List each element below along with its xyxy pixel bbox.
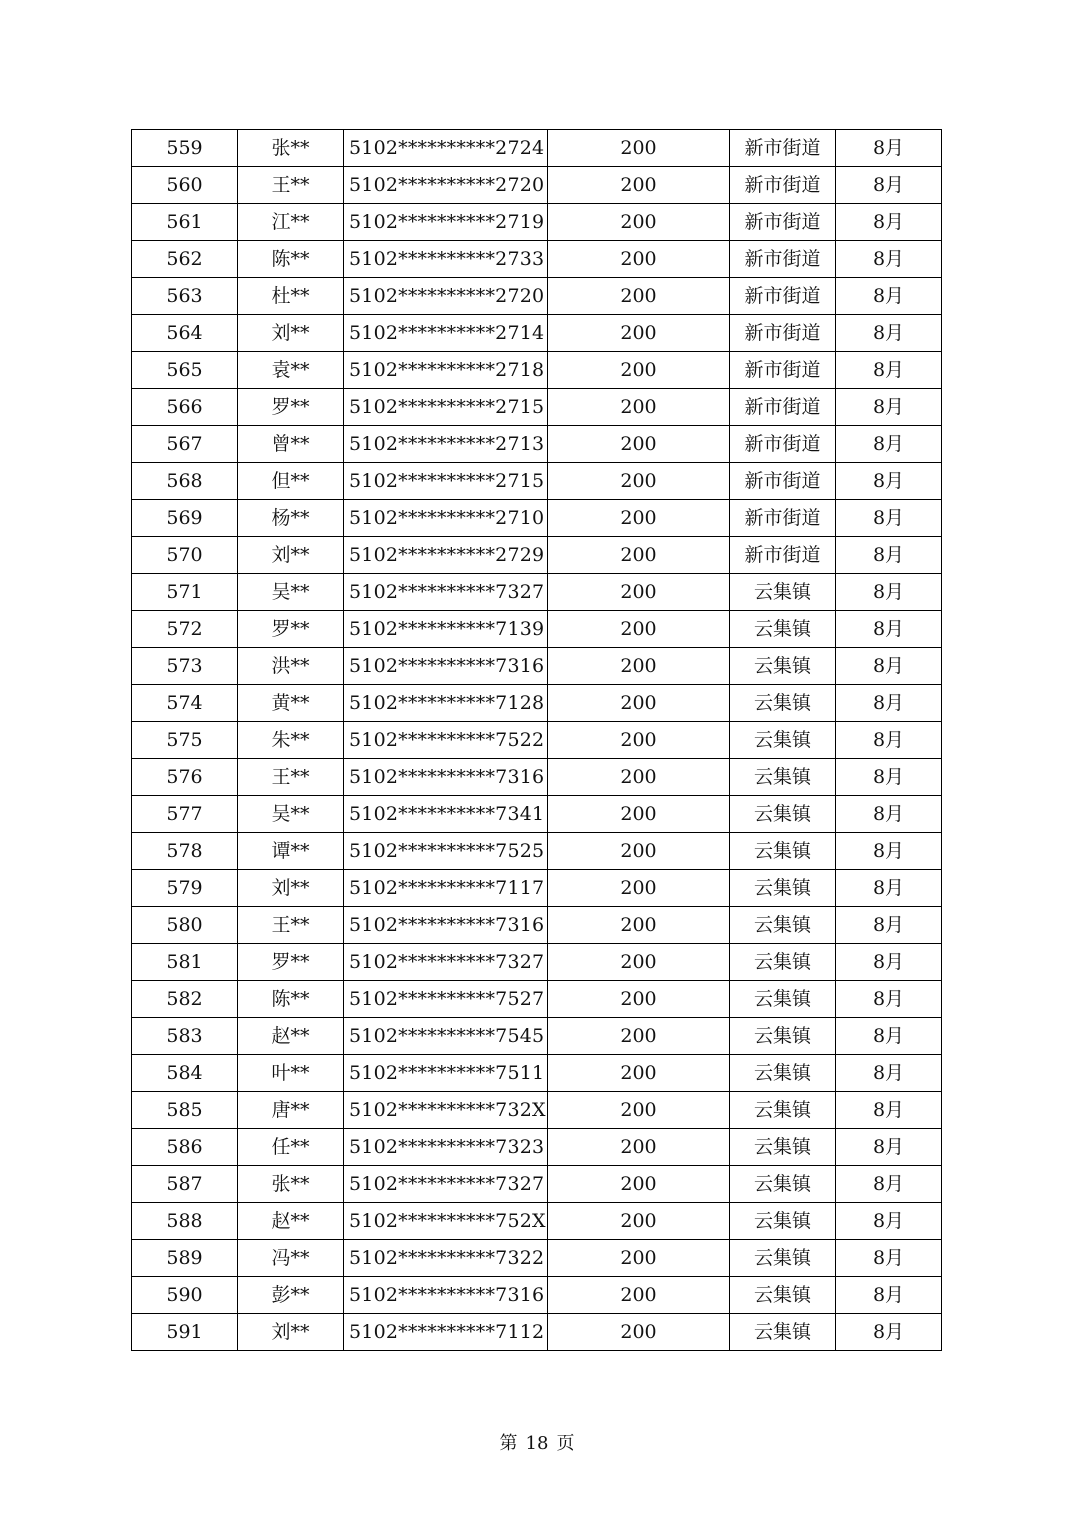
- amount-cell: 200: [548, 796, 730, 833]
- amount-cell: 200: [548, 352, 730, 389]
- location-cell: 云集镇: [730, 648, 836, 685]
- table-row: [132, 944, 942, 981]
- row-number-cell: 580: [132, 907, 238, 944]
- row-number-cell: 587: [132, 1166, 238, 1203]
- location-cell: 云集镇: [730, 796, 836, 833]
- name-cell: 冯**: [238, 1240, 344, 1277]
- name-cell: 谭**: [238, 833, 344, 870]
- row-number-cell: 578: [132, 833, 238, 870]
- page-number: 18: [525, 1433, 549, 1454]
- table-row: [132, 685, 942, 722]
- name-cell: 江**: [238, 204, 344, 241]
- amount-cell: 200: [548, 537, 730, 574]
- table-row: [132, 1129, 942, 1166]
- name-cell: 彭**: [238, 1277, 344, 1314]
- table-row: [132, 167, 942, 204]
- row-number-cell: 575: [132, 722, 238, 759]
- table-row: [132, 278, 942, 315]
- month-cell: 8月: [836, 204, 942, 241]
- location-cell: 新市街道: [730, 130, 836, 167]
- table-row: [132, 1092, 942, 1129]
- location-cell: 云集镇: [730, 722, 836, 759]
- location-cell: 云集镇: [730, 1129, 836, 1166]
- id-number-cell: 5102**********7117: [344, 870, 548, 907]
- location-cell: 云集镇: [730, 1055, 836, 1092]
- month-cell: 8月: [836, 685, 942, 722]
- row-number-cell: 571: [132, 574, 238, 611]
- id-number-cell: 5102**********7327: [344, 1166, 548, 1203]
- name-cell: 罗**: [238, 611, 344, 648]
- amount-cell: 200: [548, 500, 730, 537]
- month-cell: 8月: [836, 759, 942, 796]
- amount-cell: 200: [548, 722, 730, 759]
- amount-cell: 200: [548, 1277, 730, 1314]
- name-cell: 但**: [238, 463, 344, 500]
- table-row: [132, 981, 942, 1018]
- name-cell: 曾**: [238, 426, 344, 463]
- month-cell: 8月: [836, 833, 942, 870]
- location-cell: 云集镇: [730, 1203, 836, 1240]
- row-number-cell: 581: [132, 944, 238, 981]
- location-cell: 云集镇: [730, 870, 836, 907]
- month-cell: 8月: [836, 796, 942, 833]
- location-cell: 云集镇: [730, 944, 836, 981]
- amount-cell: 200: [548, 981, 730, 1018]
- id-number-cell: 5102**********2720: [344, 278, 548, 315]
- amount-cell: 200: [548, 685, 730, 722]
- amount-cell: 200: [548, 907, 730, 944]
- location-cell: 云集镇: [730, 574, 836, 611]
- table-row: [132, 722, 942, 759]
- id-number-cell: 5102**********7316: [344, 1277, 548, 1314]
- amount-cell: 200: [548, 241, 730, 278]
- amount-cell: 200: [548, 611, 730, 648]
- name-cell: 刘**: [238, 315, 344, 352]
- name-cell: 叶**: [238, 1055, 344, 1092]
- row-number-cell: 577: [132, 796, 238, 833]
- month-cell: 8月: [836, 1314, 942, 1351]
- table-row: [132, 759, 942, 796]
- table-row: [132, 1203, 942, 1240]
- table-row: [132, 500, 942, 537]
- month-cell: 8月: [836, 130, 942, 167]
- row-number-cell: 569: [132, 500, 238, 537]
- row-number-cell: 585: [132, 1092, 238, 1129]
- table-row: [132, 315, 942, 352]
- name-cell: 张**: [238, 1166, 344, 1203]
- id-number-cell: 5102**********2714: [344, 315, 548, 352]
- row-number-cell: 574: [132, 685, 238, 722]
- id-number-cell: 5102**********7112: [344, 1314, 548, 1351]
- month-cell: 8月: [836, 1240, 942, 1277]
- location-cell: 云集镇: [730, 981, 836, 1018]
- table-row: [132, 204, 942, 241]
- id-number-cell: 5102**********7316: [344, 648, 548, 685]
- id-number-cell: 5102**********7327: [344, 944, 548, 981]
- amount-cell: 200: [548, 833, 730, 870]
- name-cell: 刘**: [238, 537, 344, 574]
- name-cell: 罗**: [238, 944, 344, 981]
- id-number-cell: 5102**********2713: [344, 426, 548, 463]
- name-cell: 刘**: [238, 870, 344, 907]
- location-cell: 新市街道: [730, 537, 836, 574]
- id-number-cell: 5102**********7527: [344, 981, 548, 1018]
- month-cell: 8月: [836, 574, 942, 611]
- id-number-cell: 5102**********7139: [344, 611, 548, 648]
- id-number-cell: 5102**********2715: [344, 389, 548, 426]
- page-footer: [0, 1429, 1074, 1455]
- id-number-cell: 5102**********7322: [344, 1240, 548, 1277]
- amount-cell: 200: [548, 1129, 730, 1166]
- name-cell: 唐**: [238, 1092, 344, 1129]
- id-number-cell: 5102**********2724: [344, 130, 548, 167]
- id-number-cell: 5102**********7545: [344, 1018, 548, 1055]
- table-row: [132, 537, 942, 574]
- row-number-cell: 589: [132, 1240, 238, 1277]
- month-cell: 8月: [836, 722, 942, 759]
- row-number-cell: 562: [132, 241, 238, 278]
- row-number-cell: 568: [132, 463, 238, 500]
- location-cell: 新市街道: [730, 278, 836, 315]
- month-cell: 8月: [836, 1018, 942, 1055]
- row-number-cell: 563: [132, 278, 238, 315]
- amount-cell: 200: [548, 1240, 730, 1277]
- amount-cell: 200: [548, 315, 730, 352]
- row-number-cell: 561: [132, 204, 238, 241]
- location-cell: 云集镇: [730, 833, 836, 870]
- row-number-cell: 559: [132, 130, 238, 167]
- location-cell: 新市街道: [730, 500, 836, 537]
- location-cell: 云集镇: [730, 1166, 836, 1203]
- table-row: [132, 463, 942, 500]
- id-number-cell: 5102**********2719: [344, 204, 548, 241]
- id-number-cell: 5102**********2729: [344, 537, 548, 574]
- month-cell: 8月: [836, 463, 942, 500]
- row-number-cell: 572: [132, 611, 238, 648]
- footer-prefix: 第: [499, 1433, 518, 1454]
- month-cell: 8月: [836, 648, 942, 685]
- month-cell: 8月: [836, 1129, 942, 1166]
- name-cell: 袁**: [238, 352, 344, 389]
- month-cell: 8月: [836, 241, 942, 278]
- location-cell: 云集镇: [730, 1277, 836, 1314]
- location-cell: 云集镇: [730, 1018, 836, 1055]
- location-cell: 云集镇: [730, 907, 836, 944]
- month-cell: 8月: [836, 278, 942, 315]
- row-number-cell: 567: [132, 426, 238, 463]
- row-number-cell: 573: [132, 648, 238, 685]
- amount-cell: 200: [548, 167, 730, 204]
- row-number-cell: 566: [132, 389, 238, 426]
- name-cell: 罗**: [238, 389, 344, 426]
- name-cell: 刘**: [238, 1314, 344, 1351]
- name-cell: 朱**: [238, 722, 344, 759]
- table-body: [132, 130, 942, 1351]
- amount-cell: 200: [548, 944, 730, 981]
- month-cell: 8月: [836, 352, 942, 389]
- id-number-cell: 5102**********2718: [344, 352, 548, 389]
- month-cell: 8月: [836, 537, 942, 574]
- row-number-cell: 579: [132, 870, 238, 907]
- name-cell: 王**: [238, 167, 344, 204]
- month-cell: 8月: [836, 1203, 942, 1240]
- month-cell: 8月: [836, 1055, 942, 1092]
- table-row: [132, 1055, 942, 1092]
- id-number-cell: 5102**********732X: [344, 1092, 548, 1129]
- amount-cell: 200: [548, 1018, 730, 1055]
- id-number-cell: 5102**********7522: [344, 722, 548, 759]
- location-cell: 新市街道: [730, 315, 836, 352]
- location-cell: 云集镇: [730, 1092, 836, 1129]
- month-cell: 8月: [836, 389, 942, 426]
- name-cell: 赵**: [238, 1018, 344, 1055]
- name-cell: 陈**: [238, 241, 344, 278]
- name-cell: 王**: [238, 759, 344, 796]
- amount-cell: 200: [548, 1314, 730, 1351]
- table-row: [132, 574, 942, 611]
- amount-cell: 200: [548, 278, 730, 315]
- row-number-cell: 570: [132, 537, 238, 574]
- name-cell: 杨**: [238, 500, 344, 537]
- table-row: [132, 241, 942, 278]
- name-cell: 洪**: [238, 648, 344, 685]
- table-row: [132, 426, 942, 463]
- location-cell: 云集镇: [730, 685, 836, 722]
- table-row: [132, 1166, 942, 1203]
- data-table: [131, 129, 942, 1351]
- row-number-cell: 584: [132, 1055, 238, 1092]
- month-cell: 8月: [836, 907, 942, 944]
- table-row: [132, 1277, 942, 1314]
- table-row: [132, 130, 942, 167]
- location-cell: 云集镇: [730, 1314, 836, 1351]
- id-number-cell: 5102**********2710: [344, 500, 548, 537]
- month-cell: 8月: [836, 315, 942, 352]
- name-cell: 吴**: [238, 574, 344, 611]
- name-cell: 任**: [238, 1129, 344, 1166]
- month-cell: 8月: [836, 870, 942, 907]
- month-cell: 8月: [836, 981, 942, 1018]
- amount-cell: 200: [548, 1055, 730, 1092]
- id-number-cell: 5102**********2733: [344, 241, 548, 278]
- location-cell: 云集镇: [730, 759, 836, 796]
- amount-cell: 200: [548, 130, 730, 167]
- row-number-cell: 564: [132, 315, 238, 352]
- table-row: [132, 611, 942, 648]
- location-cell: 新市街道: [730, 241, 836, 278]
- amount-cell: 200: [548, 648, 730, 685]
- row-number-cell: 565: [132, 352, 238, 389]
- amount-cell: 200: [548, 204, 730, 241]
- id-number-cell: 5102**********7341: [344, 796, 548, 833]
- amount-cell: 200: [548, 463, 730, 500]
- row-number-cell: 560: [132, 167, 238, 204]
- row-number-cell: 591: [132, 1314, 238, 1351]
- location-cell: 新市街道: [730, 352, 836, 389]
- id-number-cell: 5102**********7316: [344, 907, 548, 944]
- table-row: [132, 352, 942, 389]
- amount-cell: 200: [548, 759, 730, 796]
- id-number-cell: 5102**********7511: [344, 1055, 548, 1092]
- id-number-cell: 5102**********2720: [344, 167, 548, 204]
- amount-cell: 200: [548, 1166, 730, 1203]
- month-cell: 8月: [836, 1277, 942, 1314]
- name-cell: 赵**: [238, 1203, 344, 1240]
- row-number-cell: 583: [132, 1018, 238, 1055]
- row-number-cell: 576: [132, 759, 238, 796]
- amount-cell: 200: [548, 574, 730, 611]
- row-number-cell: 586: [132, 1129, 238, 1166]
- name-cell: 陈**: [238, 981, 344, 1018]
- name-cell: 黄**: [238, 685, 344, 722]
- id-number-cell: 5102**********7128: [344, 685, 548, 722]
- table-row: [132, 1018, 942, 1055]
- table-row: [132, 1240, 942, 1277]
- id-number-cell: 5102**********2715: [344, 463, 548, 500]
- location-cell: 新市街道: [730, 167, 836, 204]
- month-cell: 8月: [836, 944, 942, 981]
- id-number-cell: 5102**********7316: [344, 759, 548, 796]
- name-cell: 张**: [238, 130, 344, 167]
- amount-cell: 200: [548, 389, 730, 426]
- location-cell: 云集镇: [730, 611, 836, 648]
- name-cell: 杜**: [238, 278, 344, 315]
- row-number-cell: 590: [132, 1277, 238, 1314]
- location-cell: 新市街道: [730, 463, 836, 500]
- amount-cell: 200: [548, 1092, 730, 1129]
- month-cell: 8月: [836, 1092, 942, 1129]
- month-cell: 8月: [836, 426, 942, 463]
- table-row: [132, 870, 942, 907]
- table-row: [132, 907, 942, 944]
- amount-cell: 200: [548, 426, 730, 463]
- location-cell: 新市街道: [730, 389, 836, 426]
- month-cell: 8月: [836, 167, 942, 204]
- table-row: [132, 833, 942, 870]
- id-number-cell: 5102**********7327: [344, 574, 548, 611]
- table-row: [132, 796, 942, 833]
- footer-suffix: 页: [556, 1433, 575, 1454]
- location-cell: 云集镇: [730, 1240, 836, 1277]
- name-cell: 吴**: [238, 796, 344, 833]
- id-number-cell: 5102**********7525: [344, 833, 548, 870]
- location-cell: 新市街道: [730, 204, 836, 241]
- month-cell: 8月: [836, 611, 942, 648]
- table-row: [132, 1314, 942, 1351]
- row-number-cell: 588: [132, 1203, 238, 1240]
- month-cell: 8月: [836, 500, 942, 537]
- location-cell: 新市街道: [730, 426, 836, 463]
- amount-cell: 200: [548, 1203, 730, 1240]
- table-row: [132, 648, 942, 685]
- id-number-cell: 5102**********752X: [344, 1203, 548, 1240]
- month-cell: 8月: [836, 1166, 942, 1203]
- row-number-cell: 582: [132, 981, 238, 1018]
- table-row: [132, 389, 942, 426]
- id-number-cell: 5102**********7323: [344, 1129, 548, 1166]
- amount-cell: 200: [548, 870, 730, 907]
- name-cell: 王**: [238, 907, 344, 944]
